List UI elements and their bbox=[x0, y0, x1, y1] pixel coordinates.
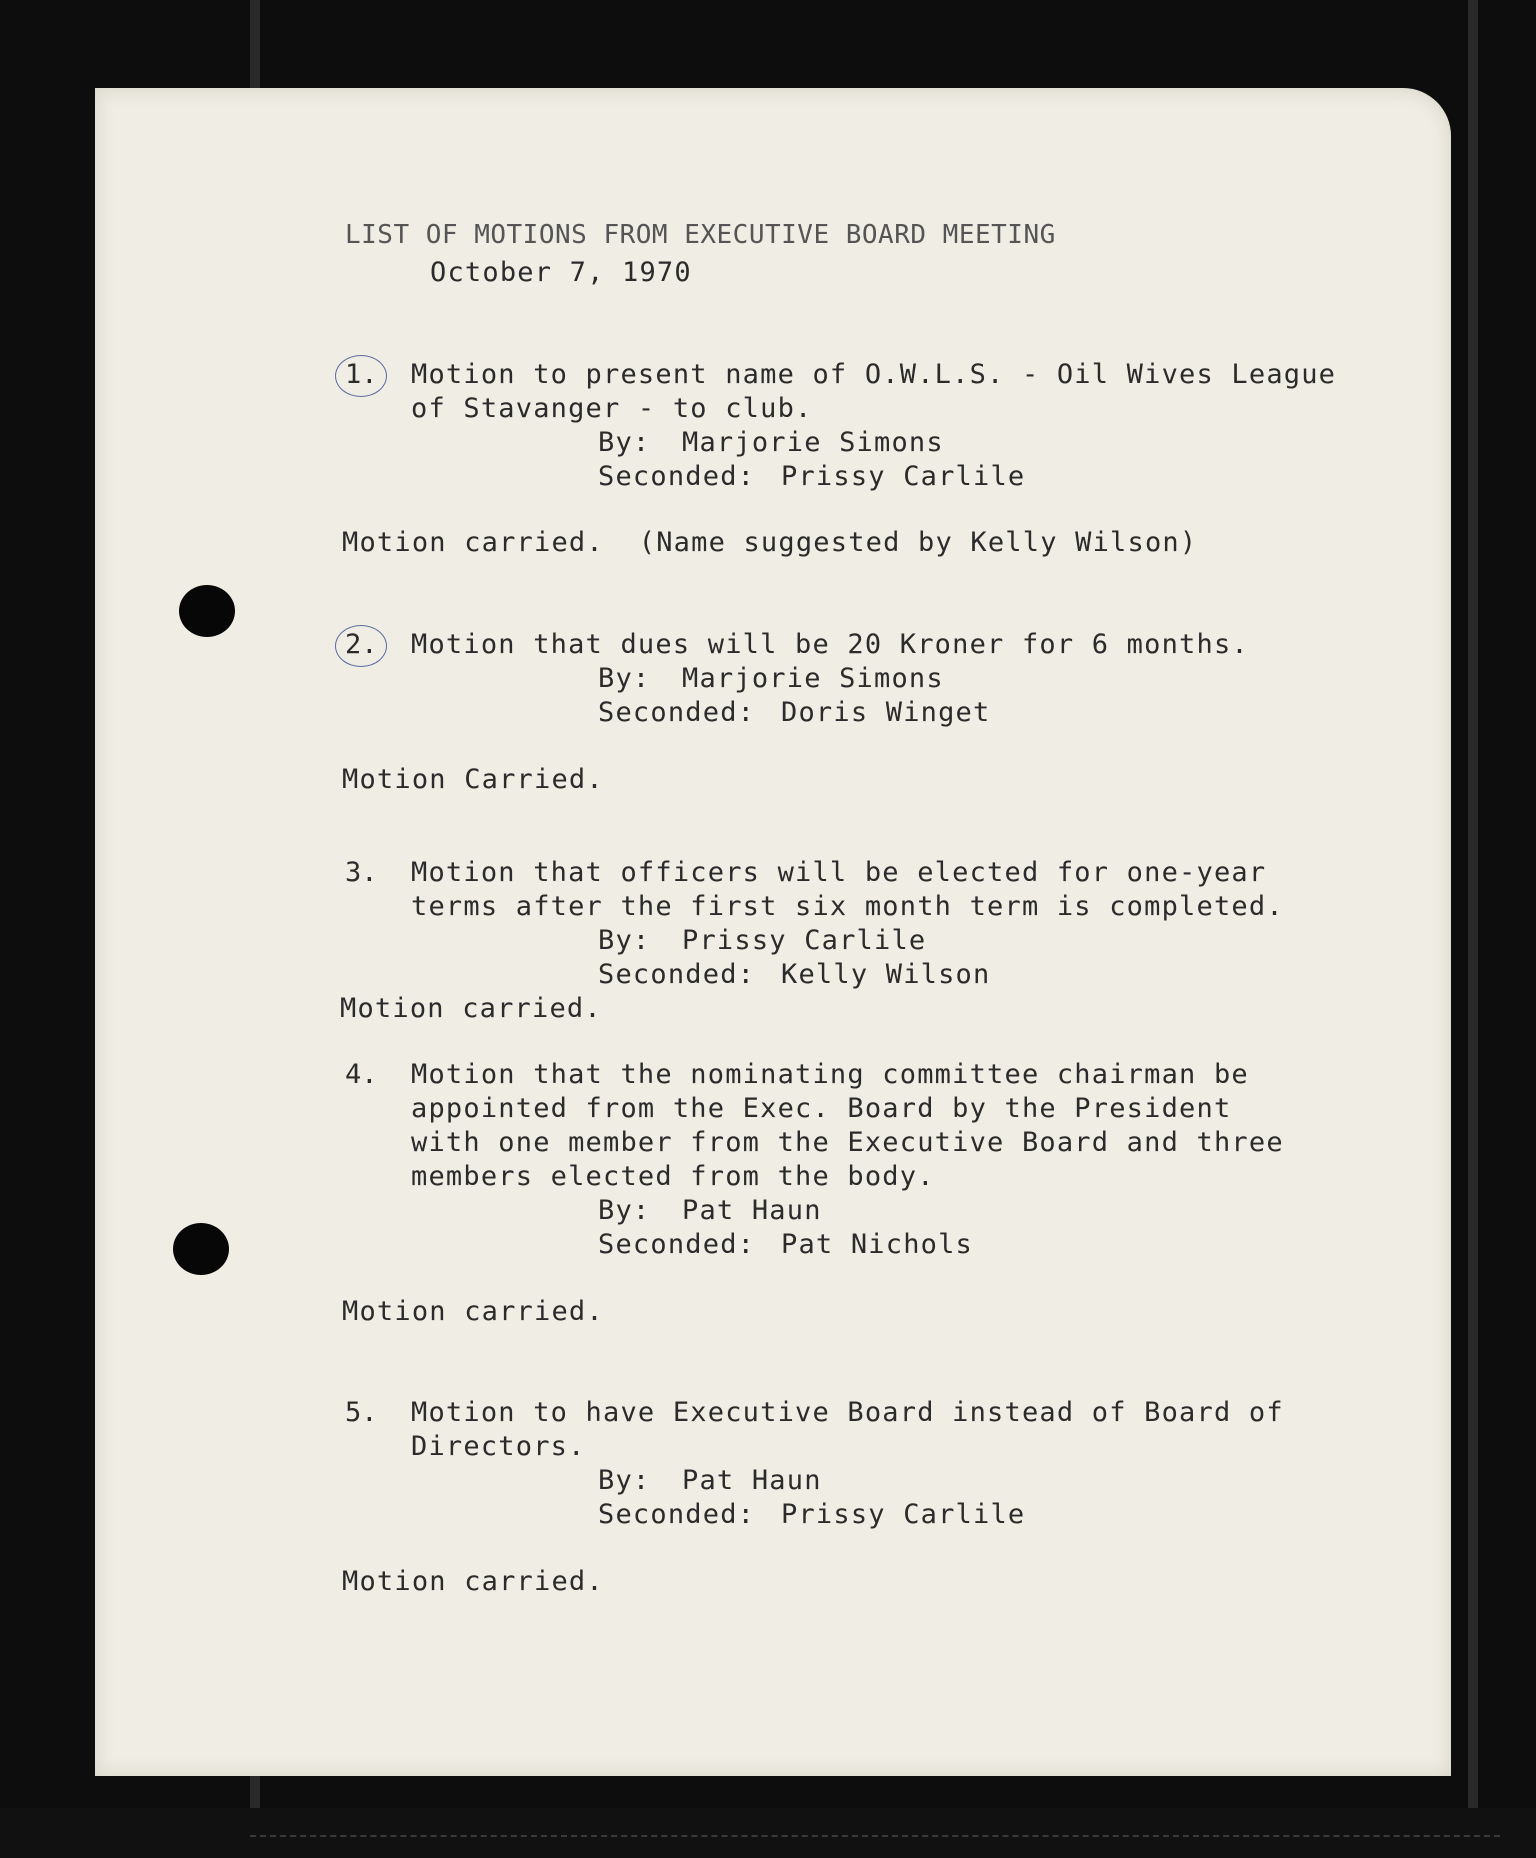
motion-1-seconded-label: Seconded: bbox=[598, 461, 756, 492]
motion-4-line-1: Motion that the nominating committee chairman be bbox=[411, 1059, 1249, 1090]
motion-2-by-label: By: bbox=[598, 663, 651, 694]
motion-4-line-4: members elected from the body. bbox=[411, 1161, 935, 1192]
motion-5-seconded-label: Seconded: bbox=[598, 1499, 756, 1530]
punch-hole-top bbox=[179, 585, 235, 637]
motion-5-by: Pat Haun bbox=[682, 1465, 822, 1496]
binder-edge-right bbox=[1468, 0, 1478, 1858]
document-page bbox=[95, 88, 1451, 1776]
motion-4-by-label: By: bbox=[598, 1195, 651, 1226]
motion-4-line-3: with one member from the Executive Board and three bbox=[411, 1127, 1284, 1158]
page-title: LIST OF MOTIONS FROM EXECUTIVE BOARD MEETING bbox=[345, 220, 1056, 250]
motion-1-result: Motion carried. (Name suggested by Kelly Wilson) bbox=[342, 527, 1198, 558]
motion-3-seconded: Kelly Wilson bbox=[781, 959, 991, 990]
bottom-backing bbox=[0, 1808, 1536, 1858]
motion-2-line-1: Motion that dues will be 20 Kroner for 6 months. bbox=[411, 629, 1249, 660]
motion-3-result: Motion carried. bbox=[340, 993, 602, 1024]
motion-5-line-1: Motion to have Executive Board instead of Board of bbox=[411, 1397, 1284, 1428]
strip-marks bbox=[250, 1835, 1500, 1840]
motion-3-by: Prissy Carlile bbox=[682, 925, 927, 956]
motion-2-by: Marjorie Simons bbox=[682, 663, 944, 694]
motion-4-result: Motion carried. bbox=[342, 1296, 604, 1327]
motion-2-seconded-label: Seconded: bbox=[598, 697, 756, 728]
motion-2-seconded: Doris Winget bbox=[781, 697, 991, 728]
motion-4-seconded-label: Seconded: bbox=[598, 1229, 756, 1260]
motion-4-number: 4. bbox=[345, 1059, 378, 1090]
motion-1-line-1: Motion to present name of O.W.L.S. - Oil Wives League bbox=[411, 359, 1337, 390]
motion-1-number: 1. bbox=[345, 359, 378, 390]
motion-5-seconded: Prissy Carlile bbox=[781, 1499, 1026, 1530]
motion-1-by: Marjorie Simons bbox=[682, 427, 944, 458]
motion-2-result: Motion Carried. bbox=[342, 764, 604, 795]
motion-5-line-2: Directors. bbox=[411, 1431, 586, 1462]
motion-5-by-label: By: bbox=[598, 1465, 651, 1496]
motion-1-seconded: Prissy Carlile bbox=[781, 461, 1026, 492]
motion-1-line-2: of Stavanger - to club. bbox=[411, 393, 813, 424]
motion-3-number: 3. bbox=[345, 857, 378, 888]
motion-4-by: Pat Haun bbox=[682, 1195, 822, 1226]
motion-3-line-1: Motion that officers will be elected for one-year bbox=[411, 857, 1267, 888]
meeting-date: October 7, 1970 bbox=[430, 257, 692, 288]
motion-4-line-2: appointed from the Exec. Board by the President bbox=[411, 1093, 1232, 1124]
motion-3-line-2: terms after the first six month term is completed. bbox=[411, 891, 1284, 922]
motion-2-number: 2. bbox=[345, 629, 378, 660]
motion-5-number: 5. bbox=[345, 1397, 378, 1428]
motion-1-by-label: By: bbox=[598, 427, 651, 458]
motion-5-result: Motion carried. bbox=[342, 1566, 604, 1597]
motion-3-by-label: By: bbox=[598, 925, 651, 956]
motion-4-seconded: Pat Nichols bbox=[781, 1229, 974, 1260]
motion-3-seconded-label: Seconded: bbox=[598, 959, 756, 990]
punch-hole-bottom bbox=[173, 1223, 229, 1275]
